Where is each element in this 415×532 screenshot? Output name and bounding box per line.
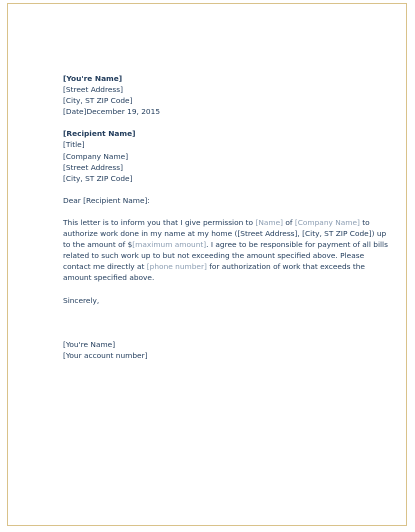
recipient-block xyxy=(63,128,363,183)
amount-placeholder: [maximum amount] xyxy=(132,240,207,250)
body-text: to the amount of $ xyxy=(63,240,133,250)
body-line-1 xyxy=(63,217,370,228)
recipient-name: [Recipient Name] xyxy=(63,129,136,139)
company-placeholder: [Company Name] xyxy=(294,217,360,227)
sender-city: [City, ST ZIP Code] xyxy=(63,96,133,106)
sender-date xyxy=(63,106,363,117)
recipient-street: [Street Address] xyxy=(63,162,124,172)
recipient-company: [Company Name] xyxy=(63,151,129,161)
body-text: of xyxy=(283,217,295,227)
body-line-6: amount specified above. xyxy=(63,273,155,283)
body-line-5 xyxy=(63,261,363,272)
signature-account: [Your account number] xyxy=(63,350,148,360)
body-line-4: related to such work up to but not exceeding the amount specified above. Please xyxy=(63,251,365,261)
sender-block xyxy=(63,73,363,117)
letter-content xyxy=(63,73,388,361)
signature-block xyxy=(63,339,363,361)
recipient-city: [City, ST ZIP Code] xyxy=(63,173,133,183)
body-text: contact me directly at xyxy=(63,262,147,272)
name-placeholder: [Name] xyxy=(255,217,284,227)
sender-street: [Street Address] xyxy=(63,85,124,95)
phone-placeholder: [phone number] xyxy=(146,262,207,272)
sender-name: [You're Name] xyxy=(63,74,123,83)
body-text: for authorization of work that exceeds the xyxy=(206,262,365,272)
body-line-3 xyxy=(63,239,388,250)
letter-page xyxy=(7,3,407,526)
body-line-2: authorize work done in my name at my home ([Street Address], [City, ST ZIP Code]) up xyxy=(63,229,387,239)
body-text: . I agree to be responsible for payment of all bills xyxy=(206,240,388,250)
recipient-title: [Title] xyxy=(63,140,85,150)
date-value: December 19, 2015 xyxy=(86,107,161,117)
salutation: Dear [Recipient Name]: xyxy=(63,195,150,205)
signature-name: [You're Name] xyxy=(63,339,116,349)
date-label: [Date] xyxy=(63,107,87,117)
body-text: to xyxy=(359,217,370,227)
closing: Sincerely, xyxy=(63,295,100,305)
letter-body xyxy=(63,217,388,284)
body-text: This letter is to inform you that I give permission to xyxy=(63,217,256,227)
